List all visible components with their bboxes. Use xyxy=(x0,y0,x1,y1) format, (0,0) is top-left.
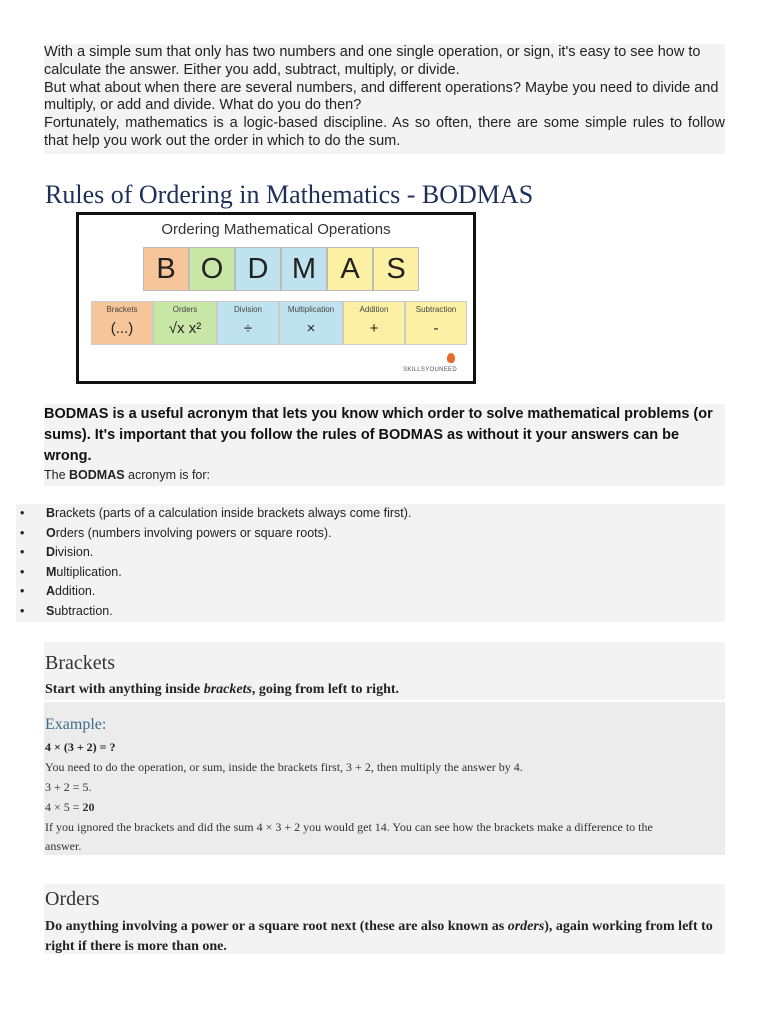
figure-column-addition xyxy=(343,301,405,345)
list-initial: A xyxy=(46,584,56,599)
column-label: Orders xyxy=(172,305,198,314)
brackets-rule-prefix: Start with anything inside xyxy=(45,682,204,697)
multiplication-symbol: × xyxy=(306,320,316,337)
list-text: rders (numbers involving powers or square roots). xyxy=(55,525,332,540)
column-label: Addition xyxy=(359,305,389,314)
list-initial: B xyxy=(46,506,56,520)
orders-rule-prefix: Do anything involving a power or a square root next (these are also known as xyxy=(45,919,508,934)
list-item-subtraction xyxy=(16,602,725,622)
figure-letter-b: B xyxy=(143,247,189,291)
orders-heading: Orders xyxy=(45,888,100,910)
example-label: Example: xyxy=(45,716,107,733)
figure-column-multiplication xyxy=(279,301,343,345)
orders-rule-suffix: ), again working from left to right if there is more than one. xyxy=(45,919,713,954)
addition-symbol: + xyxy=(369,320,379,337)
figure-column-brackets xyxy=(91,301,153,345)
subtraction-symbol: - xyxy=(433,320,439,337)
brackets-symbol: (...) xyxy=(110,320,134,337)
list-initial: O xyxy=(46,525,56,540)
brackets-rule xyxy=(45,682,399,698)
acronym-prefix: The xyxy=(44,468,70,482)
figure-letter-o: O xyxy=(189,247,235,291)
bodmas-list-section xyxy=(16,504,725,622)
column-label: Brackets xyxy=(106,305,138,314)
intro-paragraph-3: Fortunately, mathematics is a logic-based discipline. As so often, there are some simple rules to follow that help you work out the order in which to do the sum. xyxy=(44,115,725,149)
rules-heading: Rules of Ordering in Mathematics - BODMAS xyxy=(45,180,534,209)
figure-title: Ordering Mathematical Operations xyxy=(161,221,391,238)
bodmas-intro-section xyxy=(44,404,725,486)
figure-column-subtraction xyxy=(405,301,467,345)
intro-paragraph-2: But what about when there are several numbers, and different operations? Maybe you need to divide and multiply, or add and divide. What do you do then? xyxy=(44,79,719,114)
orders-rule-emphasis: orders xyxy=(507,919,545,934)
list-item-division xyxy=(16,543,725,563)
list-item-multiplication xyxy=(16,563,725,583)
figure-letter-d: D xyxy=(235,247,281,291)
list-item-addition xyxy=(16,582,725,602)
figure-letter-s: S xyxy=(373,247,419,291)
figure-letter-a: A xyxy=(327,247,373,291)
brackets-heading: Brackets xyxy=(45,652,115,674)
acronym-bold: BODMAS xyxy=(69,468,125,482)
example-step-1: 3 + 2 = 5. xyxy=(45,780,92,794)
brackets-section xyxy=(44,642,725,700)
flame-logo-icon xyxy=(447,353,455,363)
example-section xyxy=(44,702,725,855)
column-label: Division xyxy=(233,305,262,314)
bodmas-intro-text: BODMAS is a useful acronym that lets you know which order to solve mathematical problems (or sums). It's important that you follow the rules of BODMAS as without it your answers can be wrong. xyxy=(44,406,713,464)
orders-symbol: √x x² xyxy=(168,320,202,337)
example-step-2-result: 20 xyxy=(82,800,95,814)
list-text: ddition. xyxy=(55,584,96,599)
bodmas-figure xyxy=(76,212,476,384)
list-initial: S xyxy=(46,603,55,618)
list-text: rackets (parts of a calculation inside brackets always come first). xyxy=(55,506,412,520)
brand-logo: SKILLSYOUNEED xyxy=(403,367,457,373)
division-symbol: ÷ xyxy=(243,320,253,337)
list-text: ubtraction. xyxy=(54,603,113,618)
example-question: 4 × (3 + 2) = ? xyxy=(45,740,116,754)
brackets-rule-emphasis: brackets xyxy=(203,682,252,697)
acronym-suffix: acronym is for: xyxy=(124,468,211,482)
column-label: Multiplication xyxy=(287,305,335,314)
list-item-brackets xyxy=(16,504,725,524)
list-item-orders xyxy=(16,524,725,544)
intro-paragraph-1: With a simple sum that only has two numbers and one single operation, or sign, it's easy to see how to calculate the answer. Either you add, subtract, multiply, or divide. xyxy=(44,44,701,78)
column-label: Subtraction xyxy=(415,305,457,314)
acronym-line xyxy=(44,467,725,483)
list-initial: M xyxy=(46,564,57,579)
intro-section xyxy=(44,44,725,154)
list-text: ultiplication. xyxy=(56,564,122,579)
figure-column-division xyxy=(217,301,279,345)
example-step-2-prefix: 4 × 5 = xyxy=(45,800,83,814)
list-initial: D xyxy=(46,545,56,560)
example-step-2 xyxy=(45,800,95,815)
brackets-rule-suffix: , going from left to right. xyxy=(251,682,400,697)
orders-section xyxy=(44,884,725,954)
figure-letter-m: M xyxy=(281,247,327,291)
example-explanation: You need to do the operation, or sum, inside the brackets first, 3 + 2, then multiply the answer by 4. xyxy=(45,760,523,774)
list-text: ivision. xyxy=(55,545,94,560)
example-note-line-1: If you ignored the brackets and did the sum 4 × 3 + 2 you would get 14. You can see how the brackets make a difference to the xyxy=(45,820,653,834)
example-note-line-2: answer. xyxy=(45,839,82,853)
orders-rule xyxy=(45,917,725,957)
bodmas-list xyxy=(16,504,725,622)
figure-column-orders xyxy=(153,301,217,345)
